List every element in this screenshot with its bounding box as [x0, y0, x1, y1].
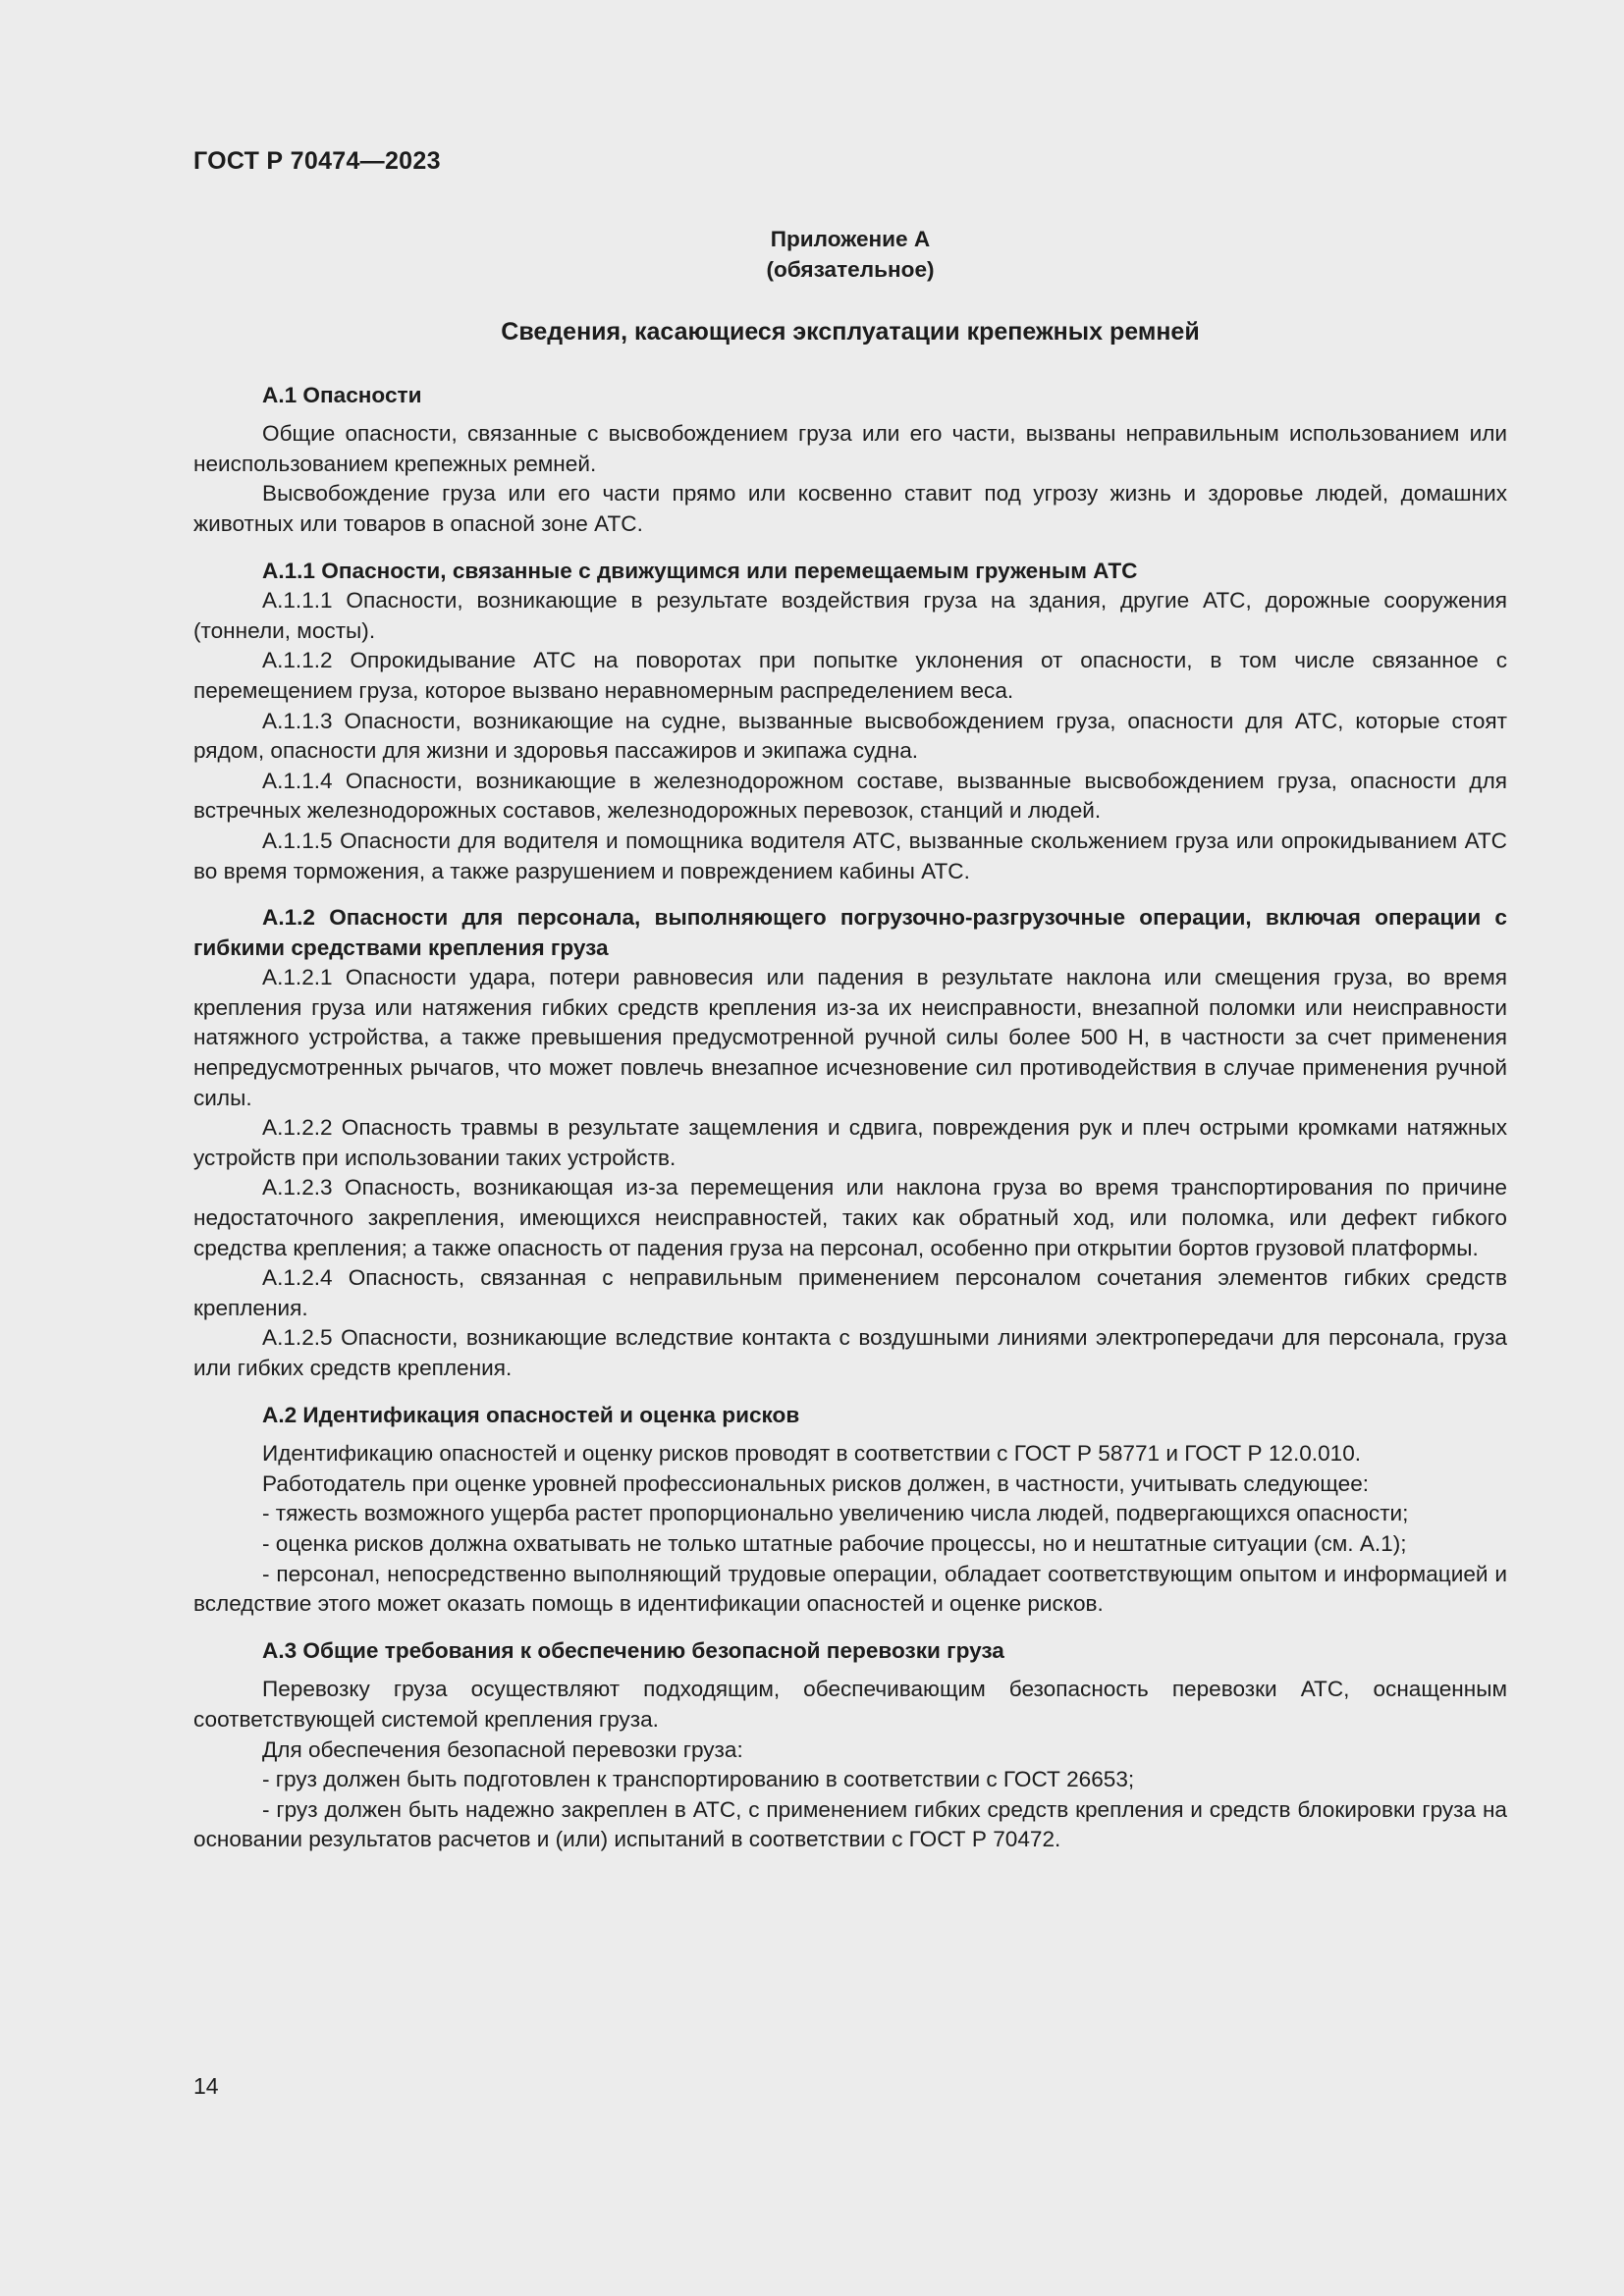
page-number: 14 — [193, 2073, 219, 2099]
list-item: - оценка рисков должна охватывать не только штатные рабочие процессы, но и нештатные ситуации (см. А.1); — [262, 1530, 1407, 1556]
paragraph: А.1.1.5 Опасности для водителя и помощника водителя АТС, вызванные скольжением груза или опрокидыванием АТС во время торможения, а также разрушением и повреждением кабины АТС. — [193, 828, 1507, 883]
section-heading-a1: А.1 Опасности — [262, 382, 422, 407]
paragraph: Работодатель при оценке уровней профессиональных рисков должен, в частности, учитывать следующее: — [262, 1470, 1370, 1496]
appendix-title: Приложение А — [770, 227, 931, 251]
paragraph: Для обеспечения безопасной перевозки груза: — [262, 1736, 743, 1762]
paragraph: А.1.1.1 Опасности, возникающие в результате воздействия груза на здания, другие АТС, дорожные сооружения (тоннели, мосты). — [193, 588, 1507, 643]
appendix-heading: Сведения, касающиеся эксплуатации крепежных ремней — [501, 318, 1200, 346]
paragraph: А.1.1.3 Опасности, возникающие на судне, вызванные высвобождением груза, опасности для АТС, которые стоят рядом, опасности для жизни и здоровья пассажиров и экипажа судна. — [193, 708, 1507, 764]
paragraph: Перевозку груза осуществляют подходящим, обеспечивающим безопасность перевозки АТС, оснащенным соответствующей системой крепления груза. — [193, 1677, 1507, 1732]
document-code: ГОСТ Р 70474—2023 — [193, 147, 441, 175]
paragraph: Высвобождение груза или его части прямо или косвенно ставит под угрозу жизнь и здоровье людей, домашних животных или товаров в опасной зоне АТС. — [193, 481, 1507, 536]
paragraph: А.1.2.4 Опасность, связанная с неправильным применением персоналом сочетания элементов гибких средств крепления. — [193, 1265, 1507, 1320]
list-item: - груз должен быть подготовлен к транспортированию в соответствии с ГОСТ 26653; — [262, 1767, 1135, 1792]
paragraph: А.1.2.2 Опасность травмы в результате защемления и сдвига, повреждения рук и плеч острыми кромками натяжных устройств при использовании таких устройств. — [193, 1115, 1507, 1170]
section-heading-a1-2: А.1.2 Опасности для персонала, выполняющего погрузочно-разгрузочные операции, включая операции с гибкими средствами крепления груза — [193, 905, 1507, 960]
paragraph: А.1.2.3 Опасность, возникающая из-за перемещения или наклона груза во время транспортирования по причине недостаточного закрепления, имеющихся неисправностей, таких как обратный ход, или поломка, или дефект гибкого средства крепления; а также опасность от падения груза на персонал, особенно при открытии бортов грузовой платформы. — [193, 1175, 1507, 1260]
appendix-status: (обязательное) — [766, 257, 935, 282]
section-heading-a1-1: А.1.1 Опасности, связанные с движущимся или перемещаемым груженым АТС — [262, 558, 1138, 583]
paragraph: А.1.2.5 Опасности, возникающие вследствие контакта с воздушными линиями электропередачи для персонала, груза или гибких средств крепления. — [193, 1325, 1507, 1380]
paragraph: Общие опасности, связанные с высвобождением груза или его части, вызваны неправильным использованием или неиспользованием крепежных ремней. — [193, 421, 1507, 476]
section-heading-a3: А.3 Общие требования к обеспечению безопасной перевозки груза — [262, 1637, 1004, 1663]
paragraph: А.1.1.4 Опасности, возникающие в железнодорожном составе, вызванные высвобождением груза, опасности для встречных железнодорожных составов, железнодорожных перевозок, станций и людей. — [193, 768, 1507, 824]
section-heading-a2: А.2 Идентификация опасностей и оценка рисков — [262, 1402, 800, 1427]
list-item: - груз должен быть надежно закреплен в АТС, с применением гибких средств крепления и средств блокировки груза на основании результатов расчетов и (или) испытаний в соответствии с ГОСТ Р 70472. — [193, 1796, 1507, 1852]
paragraph: Идентификацию опасностей и оценку рисков проводят в соответствии с ГОСТ Р 58771 и ГОСТ Р 12.0.010. — [262, 1441, 1362, 1467]
page-content — [193, 224, 1507, 1855]
paragraph: А.1.1.2 Опрокидывание АТС на поворотах при попытке уклонения от опасности, в том числе связанное с перемещением груза, которое вызвано неравномерным распределением веса. — [193, 648, 1507, 703]
list-item: - персонал, непосредственно выполняющий трудовые операции, обладает соответствующим опытом и информацией и вследствие этого может оказать помощь в идентификации опасностей и оценке рисков. — [193, 1561, 1507, 1617]
list-item: - тяжесть возможного ущерба растет пропорционально увеличению числа людей, подвергающихся опасности; — [262, 1501, 1409, 1526]
paragraph: А.1.2.1 Опасности удара, потери равновесия или падения в результате наклона или смещения груза, во время крепления груза или натяжения гибких средств крепления из-за их неисправности, внезапной поломки или неисправности натяжного устройства, а также превышения предусмотренной ручной силы более 500 Н, в частности за счет применения непредусмотренных рычагов, что может повлечь внезапное исчезновение сил противодействия в случае применения ручной силы. — [193, 965, 1507, 1110]
